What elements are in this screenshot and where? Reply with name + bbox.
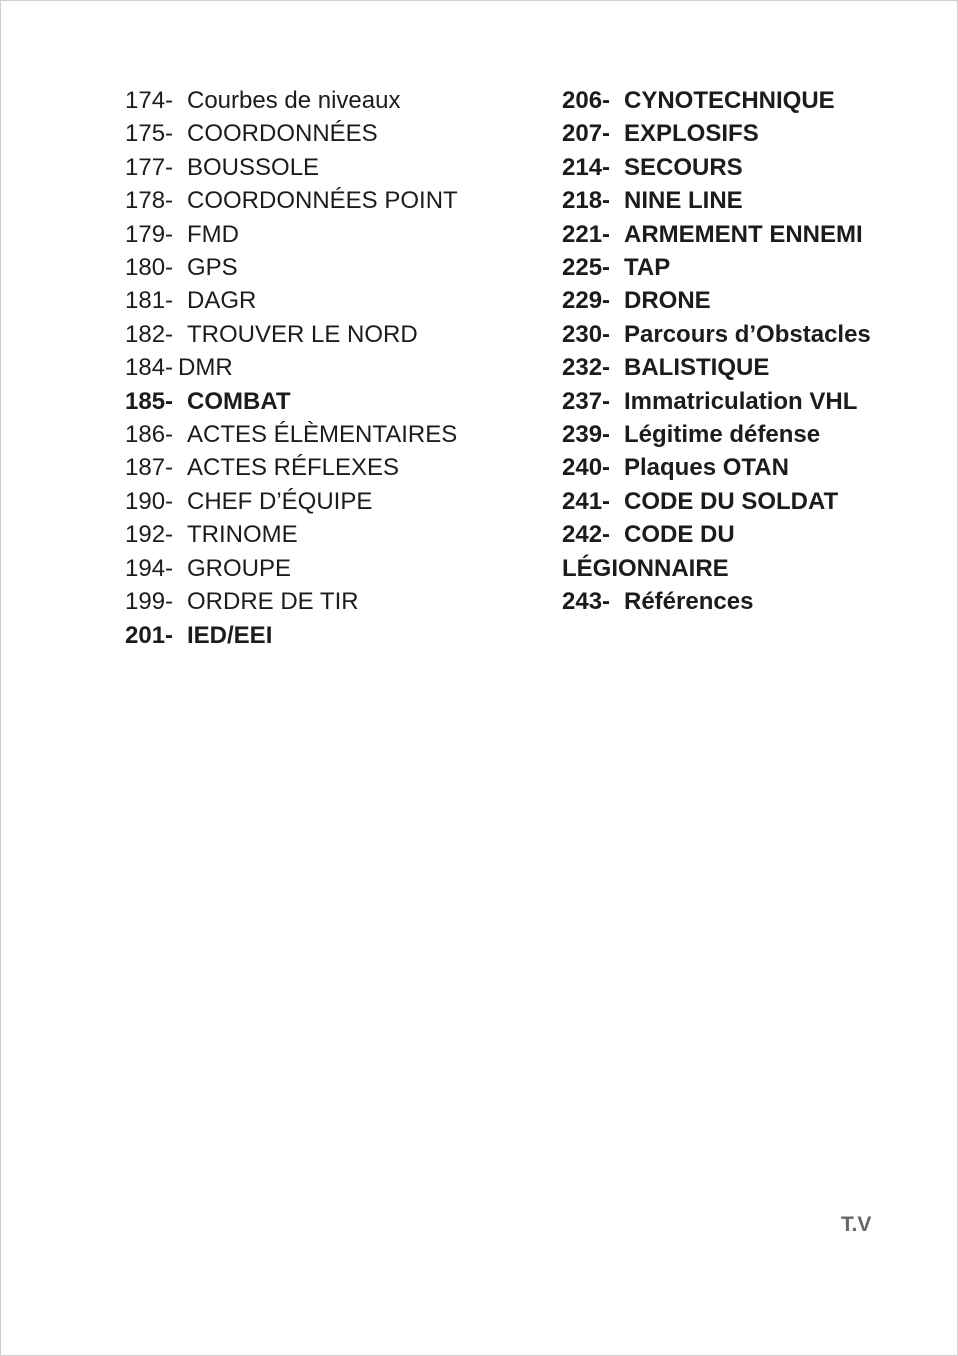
index-entry: [562, 251, 892, 284]
page-number: 207-: [562, 120, 611, 148]
page-number: 201-: [125, 621, 174, 649]
section-title: Références: [624, 588, 754, 616]
section-title: ARMEMENT ENNEMI: [624, 220, 863, 248]
page-number: 237-: [562, 387, 611, 415]
page-number: 177-: [125, 153, 174, 181]
page-number: 181-: [125, 287, 174, 315]
section-title: Immatriculation VHL: [624, 387, 858, 415]
index-entry: [562, 351, 892, 384]
index-entry: [125, 518, 535, 551]
section-title: ACTES RÉFLEXES: [187, 454, 400, 482]
section-title: NINE LINE: [624, 187, 743, 215]
page-number: 190-: [125, 487, 174, 515]
section-title: COORDONNÉES POINT: [187, 187, 458, 215]
section-title: TRINOME: [187, 521, 298, 549]
index-entry: [125, 251, 535, 284]
section-title: GROUPE: [187, 554, 292, 582]
index-entry: [125, 351, 535, 384]
index-entry: [125, 218, 535, 251]
index-column-left: [125, 84, 535, 652]
page-number: 175-: [125, 120, 174, 148]
page-number: 206-: [562, 87, 611, 114]
page-number: 179-: [125, 220, 174, 248]
index-entry: [562, 418, 892, 451]
section-title: COORDONNÉES: [187, 120, 378, 148]
author-signature: T.V: [841, 1213, 872, 1236]
page-number: 192-: [125, 521, 174, 549]
section-title: BALISTIQUE: [624, 354, 770, 382]
index-column-right: [562, 84, 892, 619]
index-entry: [562, 84, 892, 117]
section-title: Plaques OTAN: [624, 454, 789, 482]
page-number: 221-: [562, 220, 611, 248]
page-number: 239-: [562, 421, 611, 449]
index-entry: [125, 184, 535, 217]
page-number: 199-: [125, 588, 174, 616]
index-entry: [125, 485, 535, 518]
page-number: 214-: [562, 153, 611, 181]
page-number: 243-: [562, 588, 611, 616]
section-title: ACTES ÉLÈMENTAIRES: [187, 421, 458, 449]
index-entry: [125, 117, 535, 150]
page-number: 184-: [125, 354, 174, 382]
index-entry: [125, 418, 535, 451]
page-number: 229-: [562, 287, 611, 315]
page-number: 225-: [562, 254, 611, 282]
index-entry: [562, 318, 892, 351]
index-entry: [562, 385, 892, 418]
index-entry: [125, 585, 535, 618]
section-title: COMBAT: [187, 387, 291, 415]
section-title: SECOURS: [624, 153, 743, 181]
section-title: BOUSSOLE: [187, 153, 320, 181]
page-number: 232-: [562, 354, 611, 382]
index-entry: [562, 518, 892, 585]
index-entry: [125, 451, 535, 484]
index-entry: [562, 117, 892, 150]
index-entry: [562, 451, 892, 484]
index-entry: [562, 485, 892, 518]
section-title: DAGR: [187, 287, 257, 315]
index-entry: [125, 552, 535, 585]
index-entry: [125, 619, 535, 652]
section-title: CODE DU SOLDAT: [624, 487, 839, 515]
section-title: CODE DU LÉGIONNAIRE: [562, 521, 735, 582]
index-entry: [562, 218, 892, 251]
index-entry: [125, 318, 535, 351]
section-title: GPS: [187, 254, 238, 282]
section-title: Légitime défense: [624, 421, 821, 449]
index-entry: [125, 84, 535, 117]
page-number: 187-: [125, 454, 174, 482]
section-title: DMR: [178, 354, 233, 382]
page-number: 186-: [125, 421, 174, 449]
section-title: ORDRE DE TIR: [187, 588, 359, 616]
index-entry: [562, 151, 892, 184]
page-number: 230-: [562, 320, 611, 348]
section-title: IED/EEI: [187, 621, 273, 649]
section-title: TAP: [624, 254, 671, 282]
section-title: Parcours d’Obstacles: [624, 320, 871, 348]
index-entry: [125, 151, 535, 184]
index-entry: [125, 385, 535, 418]
page-number: 240-: [562, 454, 611, 482]
index-entry: [125, 284, 535, 317]
page-number: 185-: [125, 387, 174, 415]
page-number: 241-: [562, 487, 611, 515]
section-title: FMD: [187, 220, 239, 248]
index-entry: [562, 585, 892, 618]
page-number: 178-: [125, 187, 174, 215]
page-number: 182-: [125, 320, 174, 348]
page-number: 218-: [562, 187, 611, 215]
index-entry: [562, 284, 892, 317]
section-title: EXPLOSIFS: [624, 120, 759, 148]
page-number: 174-: [125, 87, 174, 114]
page-number: 180-: [125, 254, 174, 282]
section-title: DRONE: [624, 287, 711, 315]
section-title: Courbes de niveaux: [187, 87, 401, 114]
index-entry: [562, 184, 892, 217]
section-title: TROUVER LE NORD: [187, 320, 418, 348]
section-title: CYNOTECHNIQUE: [624, 87, 835, 114]
section-title: CHEF D’ÉQUIPE: [187, 487, 373, 515]
page-number: 242-: [562, 521, 611, 549]
page-number: 194-: [125, 554, 174, 582]
